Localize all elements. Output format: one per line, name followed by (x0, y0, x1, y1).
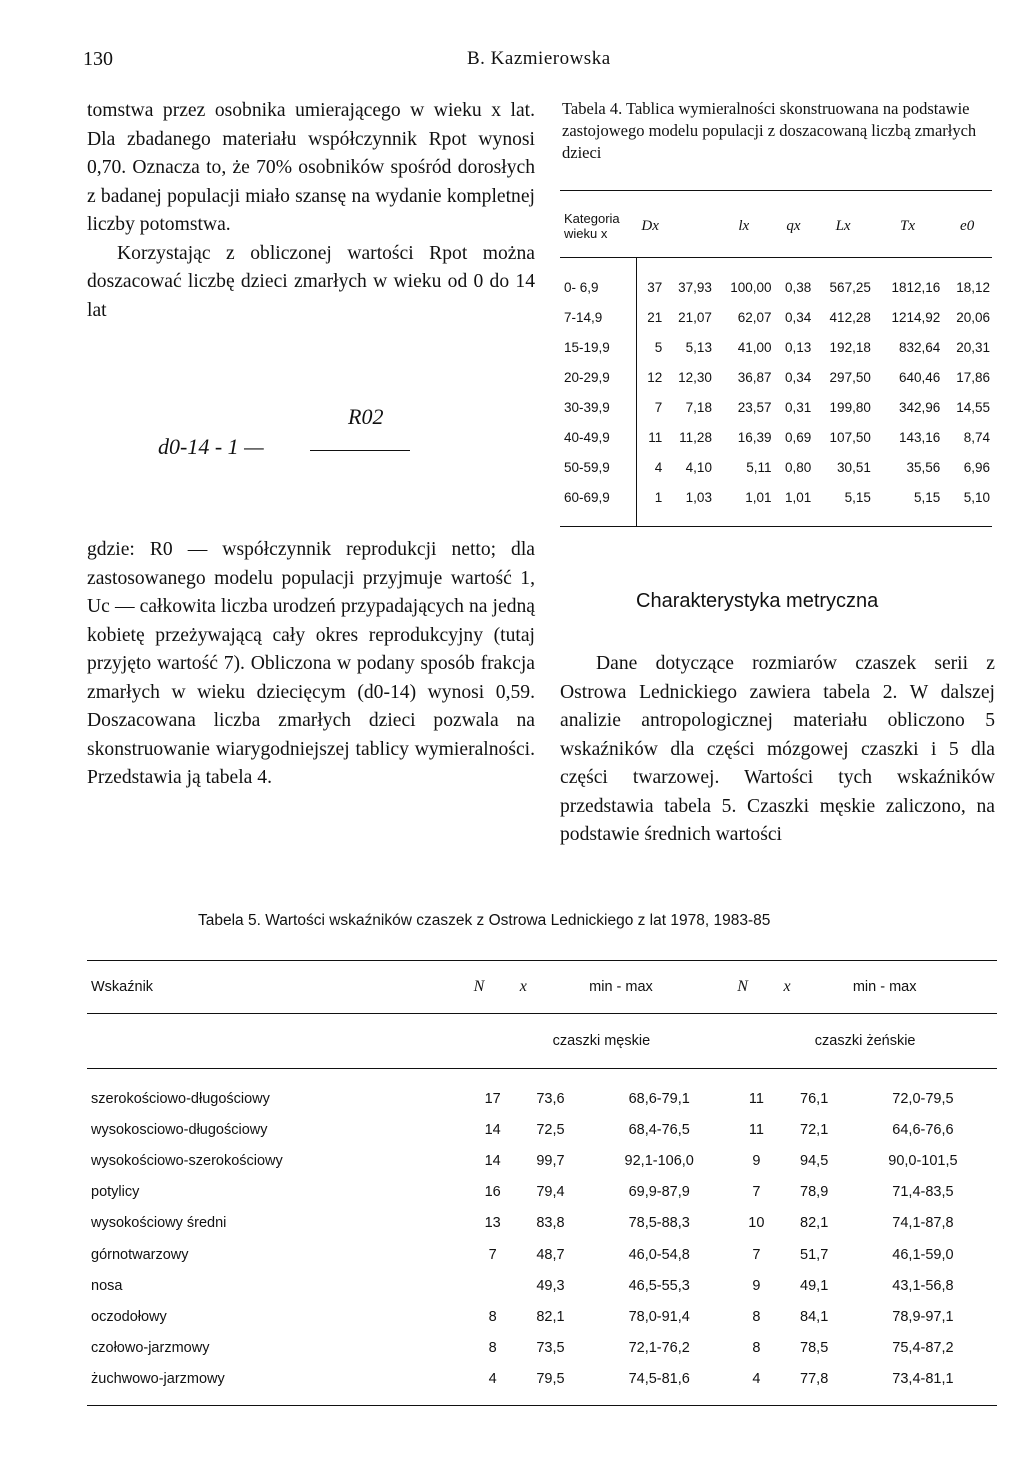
table-cell: 567,25 (829, 279, 871, 295)
table-cell: 5,11 (746, 459, 772, 475)
t5-header-range-male: min - max (589, 979, 653, 995)
table-cell: 8 (752, 1340, 761, 1357)
table-cell: 100,00 (730, 279, 772, 295)
table-cell: górnotwarzowy (91, 1246, 189, 1263)
formula (150, 398, 430, 478)
table-row (560, 482, 992, 527)
table-cell: 74,1-87,8 (892, 1215, 954, 1232)
table-cell: 36,87 (737, 369, 772, 385)
table-cell: 17,86 (956, 369, 990, 385)
table-cell: 14 (484, 1152, 501, 1169)
table-cell: 412,28 (829, 309, 871, 325)
table-cell: 1 (654, 489, 663, 505)
table-cell: 8 (752, 1308, 761, 1325)
table-cell: 43,1-56,8 (892, 1277, 954, 1294)
table-cell: 4,10 (685, 459, 712, 475)
running-head-author: B. Kazmierowska (467, 48, 611, 69)
table-row (87, 1177, 997, 1208)
table-cell: 49,3 (536, 1277, 565, 1294)
table-cell: 37,93 (678, 279, 712, 295)
table-row (87, 1301, 997, 1332)
table-cell: 0,31 (785, 399, 812, 415)
table-cell: 7 (752, 1184, 761, 1201)
table-cell: 13 (484, 1215, 501, 1232)
table-cell: oczodołowy (91, 1308, 167, 1325)
table-cell: 82,1 (536, 1308, 565, 1325)
table-cell: 78,9 (800, 1184, 829, 1201)
t4-header-category: Kategoria wieku x (564, 211, 620, 241)
table-cell: 21,07 (678, 309, 712, 325)
table-cell: 73,6 (536, 1090, 565, 1107)
table-cell: 64,6-76,6 (892, 1121, 954, 1138)
table-cell: 297,50 (829, 369, 871, 385)
table-cell: 21 (647, 309, 663, 325)
table-row (87, 1239, 997, 1270)
table-cell: 5 (654, 339, 663, 355)
table-cell: 0,38 (785, 279, 812, 295)
table-cell: 342,96 (898, 399, 941, 415)
table-row (560, 302, 992, 332)
table-cell: 35,56 (906, 459, 941, 475)
table5-caption: Tabela 5. Wartości wskaźników czaszek z Ostrowa Lednickiego z lat 1978, 1983-85 (198, 912, 771, 929)
table-cell: 18,12 (956, 279, 990, 295)
table-cell: 11 (748, 1121, 764, 1138)
table-cell: 82,1 (800, 1215, 829, 1232)
table-cell: 68,6-79,1 (628, 1090, 690, 1107)
table-cell: 5,13 (685, 339, 712, 355)
t4-header-qx: qx (786, 217, 801, 234)
table-cell: 832,64 (898, 339, 941, 355)
table-cell: 1,01 (745, 489, 772, 505)
page-number: 130 (83, 48, 113, 70)
table-cell: 9 (752, 1152, 761, 1169)
table-cell: 77,8 (800, 1371, 829, 1388)
table-cell: 49,1 (800, 1277, 829, 1294)
table-cell: 74,5-81,6 (628, 1371, 690, 1388)
table-cell: 78,5-88,3 (628, 1215, 690, 1232)
section-title: Charakterystyka metryczna (636, 590, 879, 612)
table-cell: 7 (752, 1246, 761, 1263)
table-cell: 50-59,9 (560, 452, 636, 482)
table-cell: 0,80 (785, 459, 812, 475)
table-cell: 72,1 (800, 1121, 829, 1138)
formula-lhs: d0-14 - 1 — (158, 434, 264, 459)
table-cell: 0,69 (785, 429, 812, 445)
table-row (87, 1364, 997, 1406)
table-cell: 48,7 (536, 1246, 565, 1263)
t5-header-indicator: Wskaźnik (91, 979, 154, 995)
table-cell: 7 (654, 399, 663, 415)
table-cell: 83,8 (536, 1215, 565, 1232)
table-cell: 5,10 (963, 489, 990, 505)
table-row (560, 392, 992, 422)
table-cell: 0,34 (785, 309, 812, 325)
table-cell: 143,16 (898, 429, 941, 445)
table-cell: 79,5 (536, 1371, 565, 1388)
table-cell: nosa (91, 1277, 123, 1294)
t4-header-Tx: Tx (900, 217, 916, 234)
table-cell: szerokościowo-długościowy (91, 1090, 270, 1107)
table-cell: 30-39,9 (560, 392, 636, 422)
paragraph-2: Korzystając z obliczonej wartości Rpot można doszacować liczbę dzieci zmarłych w wieku od 0 do 14 lat (87, 242, 535, 321)
table-4 (560, 190, 992, 527)
t4-header-lx: lx (738, 217, 750, 234)
table-row (560, 332, 992, 362)
table-cell: 12 (647, 369, 663, 385)
t4-header-Lx: Lx (835, 217, 851, 234)
table-cell: 11,28 (679, 429, 712, 445)
table-cell: 71,4-83,5 (892, 1184, 954, 1201)
t5-group-male: czaszki męskie (552, 1033, 651, 1049)
table-cell: 0,13 (785, 339, 812, 355)
table-row (560, 422, 992, 452)
table-cell: czołowo-jarzmowy (91, 1340, 210, 1357)
t4-header-dx2 (664, 191, 714, 258)
table4-caption: Tabela 4. Tablica wymieralności skonstruowana na podstawie zastojowego modelu populacji z doszacowaną liczbą zmarłych dzieci (562, 99, 977, 162)
t4-header-e0: e0 (960, 217, 975, 234)
table-cell: 192,18 (829, 339, 871, 355)
right-paragraph: Dane dotyczące rozmiarów czaszek serii z Ostrowa Lednickiego zawiera tabela 2. W dalszej analizie antropologicznej materiału obliczono 5 wskaźników dla części mózgowej czaszki i 5 dla części twarzowej. Wartości tych wskaźników przedstawia tabela 5. Czaszki męskie zaliczono, na podstawie średnich wartości (560, 653, 995, 845)
table-cell: 5,15 (844, 489, 871, 505)
table-cell: 14 (484, 1121, 501, 1138)
table-cell: 8 (488, 1308, 497, 1325)
table-cell: 10 (748, 1215, 765, 1232)
table-cell: wysokosciowo-długościowy (91, 1121, 268, 1138)
table-cell: 107,50 (829, 429, 871, 445)
table-cell: 46,5-55,3 (628, 1277, 690, 1294)
table-cell: 20,06 (956, 309, 990, 325)
table-cell: 69,9-87,9 (628, 1184, 690, 1201)
table-cell (470, 1270, 516, 1301)
table-cell: 72,1-76,2 (628, 1340, 690, 1357)
table-cell: 1812,16 (891, 279, 941, 295)
table-cell: 8,74 (963, 429, 990, 445)
left-column-text-bottom (87, 536, 535, 793)
table-cell: 7,18 (685, 399, 712, 415)
table-cell: 7-14,9 (560, 302, 636, 332)
table-cell: 17 (484, 1090, 501, 1107)
table-cell: 1,03 (685, 489, 712, 505)
table-row (87, 1333, 997, 1364)
table-cell: 78,5 (800, 1340, 829, 1357)
table-cell: 84,1 (800, 1308, 829, 1325)
table-cell: 4 (488, 1371, 497, 1388)
table-5 (87, 960, 997, 1406)
table-cell: 76,1 (800, 1090, 829, 1107)
table-row (87, 1114, 997, 1145)
left-column-text-top (87, 97, 535, 325)
table-cell: 99,7 (536, 1152, 565, 1169)
table-cell: 16,39 (737, 429, 772, 445)
table-cell: 20,31 (956, 339, 990, 355)
paragraph-3: gdzie: R0 — współczynnik reprodukcji netto; dla zastosowanego modelu populacji przyjmuje wartość 1, Uc — całkowita liczba urodzeń przypadających na jedną kobietę przeżywającą cały okres reprodukcyjny (tutaj przyjęto wartość 7). Obliczona w podany sposób frakcja zmarłych w wieku dziecięcym (d0-14) wynosi 0,59. Doszacowana liczba zmarłych dzieci pozwala na skonstruowanie wiarygodniejszej tablicy wymieralności. Przedstawia ją tabela 4. (87, 539, 535, 788)
table-cell: 73,5 (536, 1340, 565, 1357)
table-cell: 94,5 (800, 1152, 829, 1169)
table-cell: 51,7 (800, 1246, 829, 1263)
table-cell: 23,57 (737, 399, 772, 415)
table-cell: 1,01 (785, 489, 812, 505)
table-cell: 60-69,9 (560, 482, 636, 527)
table-cell: 8 (488, 1340, 497, 1357)
table-cell: 46,0-54,8 (628, 1246, 690, 1263)
table-cell: 5,15 (913, 489, 941, 505)
table-cell: 37 (647, 279, 663, 295)
table-cell: 199,80 (829, 399, 871, 415)
table-cell: 90,0-101,5 (888, 1152, 958, 1169)
t5-header-n-female: N (737, 978, 748, 995)
t5-header-range-female: min - max (852, 979, 917, 995)
t5-header-n-male: N (473, 978, 485, 995)
table-cell: 640,46 (898, 369, 941, 385)
table-cell: 1214,92 (891, 309, 941, 325)
fraction-bar (310, 450, 410, 451)
t5-header-x-male: x (519, 978, 527, 995)
table-row (87, 1270, 997, 1301)
table-row (87, 1208, 997, 1239)
table-row (87, 1069, 997, 1115)
table-cell: 40-49,9 (560, 422, 636, 452)
table-cell: 30,51 (837, 459, 871, 475)
t5-group-female: czaszki żeńskie (814, 1033, 916, 1049)
table-cell: 14,55 (956, 399, 990, 415)
table-row (560, 452, 992, 482)
table-cell: 0- 6,9 (560, 258, 636, 303)
table-cell: 20-29,9 (560, 362, 636, 392)
paragraph-1: tomstwa przez osobnika umierającego w wieku x lat. Dla zbadanego materiału współczynnik Rpot wynosi 0,70. Oznacza to, że 70% osobników spośród dorosłych z badanej populacji miało szansę na wydanie kompletnej liczby potomstwa. (87, 100, 535, 235)
table-cell: żuchwowo-jarzmowy (91, 1371, 225, 1388)
table-cell: 15-19,9 (560, 332, 636, 362)
table-cell: wysokościowo-szerokościowy (91, 1152, 283, 1169)
table-cell: 92,1-106,0 (624, 1152, 694, 1169)
table-cell: 9 (752, 1277, 761, 1294)
table-cell: 79,4 (536, 1184, 565, 1201)
right-column-text (560, 650, 995, 850)
t5-header-x-female: x (783, 978, 791, 995)
table-cell: 0,34 (785, 369, 812, 385)
table-row (87, 1145, 997, 1176)
table-cell: 11 (648, 429, 663, 445)
formula-numerator: R02 (348, 404, 384, 429)
table-cell: 7 (488, 1246, 497, 1263)
table-cell: wysokościowy średni (91, 1215, 227, 1232)
table-cell: potylicy (91, 1184, 140, 1201)
table-cell: 62,07 (737, 309, 772, 325)
table-cell: 46,1-59,0 (892, 1246, 954, 1263)
table-cell: 41,00 (737, 339, 772, 355)
table-cell: 6,96 (963, 459, 990, 475)
table-cell: 16 (484, 1184, 501, 1201)
table-row (560, 258, 992, 303)
table-cell: 72,0-79,5 (892, 1090, 954, 1107)
table-cell: 73,4-81,1 (892, 1371, 954, 1388)
t4-header-dx: Dx (641, 217, 659, 234)
table-cell: 4 (654, 459, 663, 475)
table-cell: 68,4-76,5 (628, 1121, 690, 1138)
table-cell: 11 (748, 1090, 764, 1107)
table-cell: 12,30 (678, 369, 712, 385)
table-cell: 4 (752, 1371, 761, 1388)
table-cell: 78,0-91,4 (628, 1308, 690, 1325)
table-row (560, 362, 992, 392)
table-cell: 75,4-87,2 (892, 1340, 954, 1357)
table-cell: 78,9-97,1 (892, 1308, 954, 1325)
table-cell: 72,5 (536, 1121, 565, 1138)
